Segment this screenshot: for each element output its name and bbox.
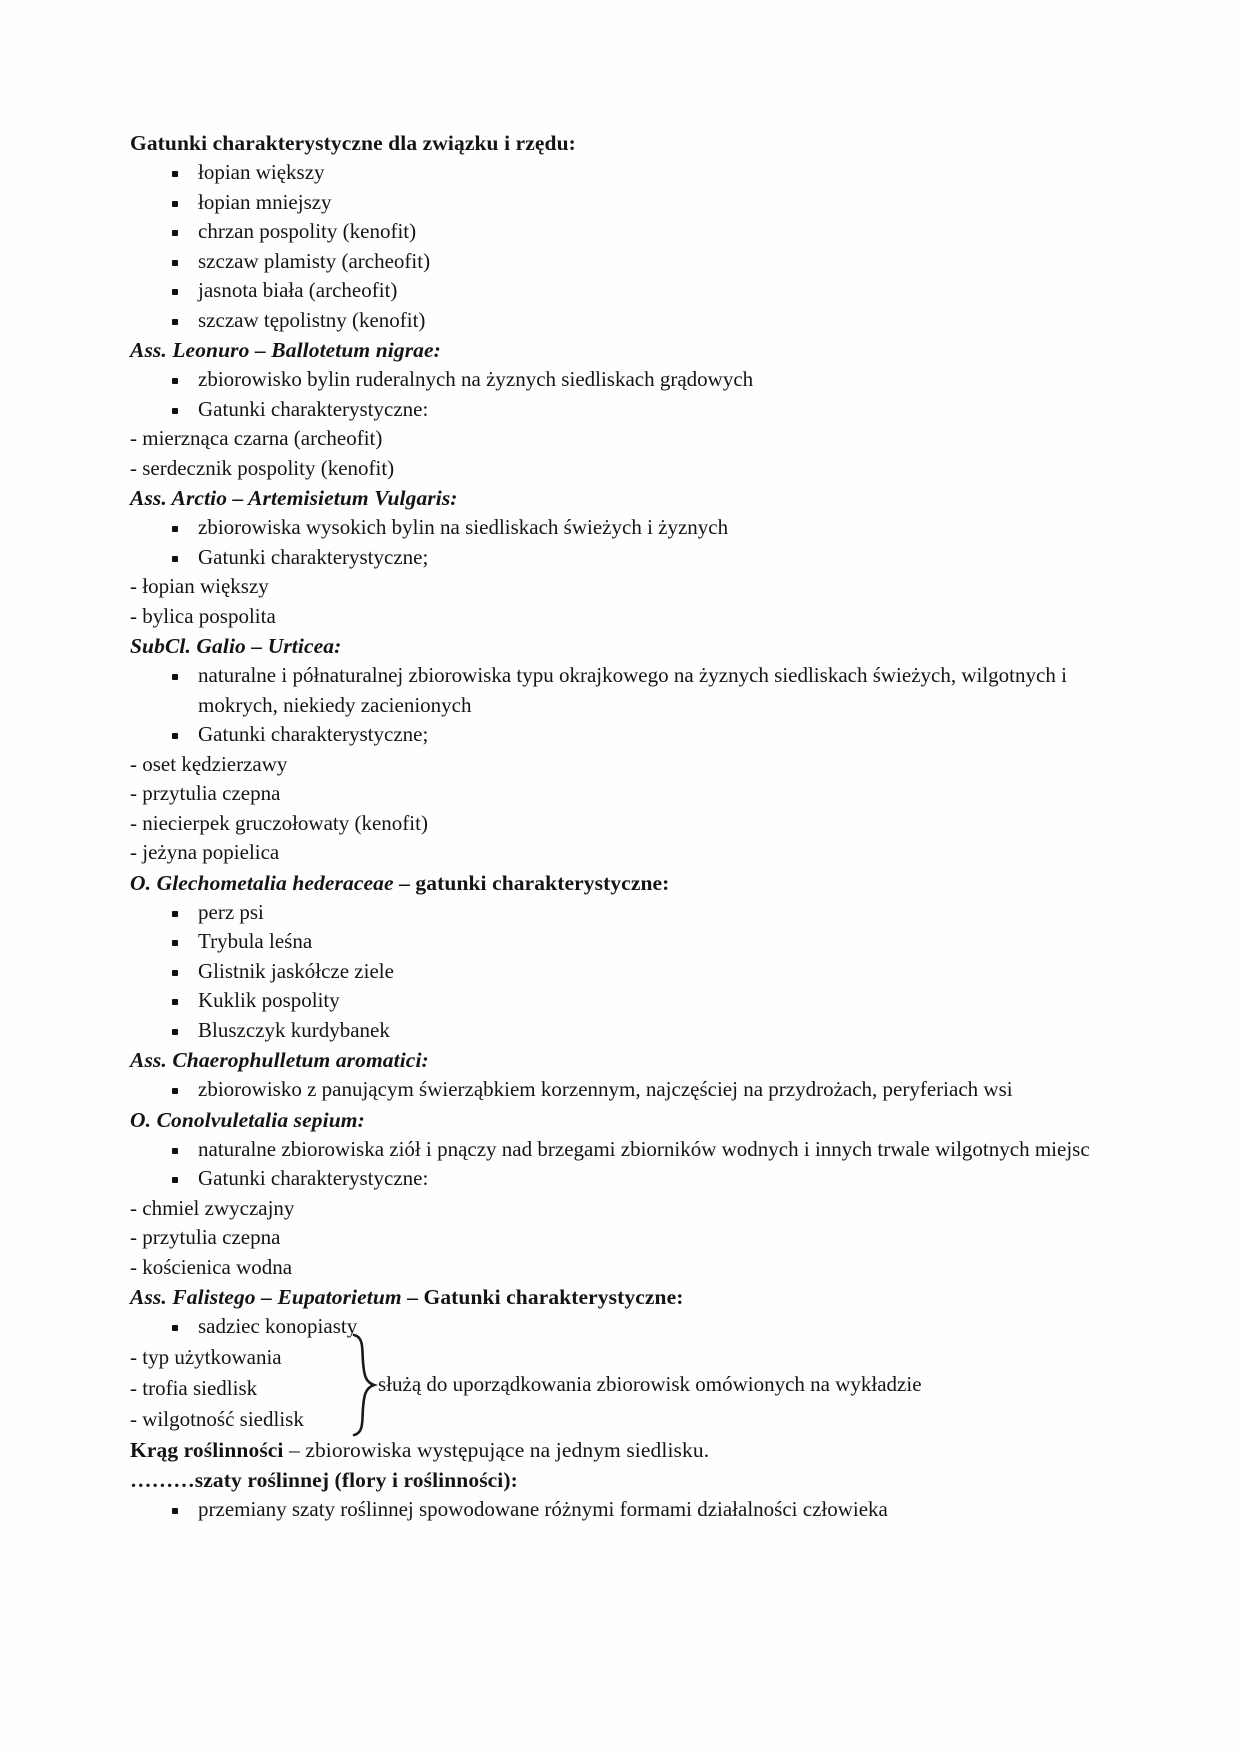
dash-item: - mierznąca czarna (archeofit) [130, 426, 383, 450]
list-item: sadziec konopiasty [130, 1312, 1110, 1342]
list-item: szczaw tępolistny (kenofit) [130, 306, 1110, 336]
brace-caption: służą do uporządkowania zbiorowisk omówionych na wykładzie [378, 1371, 922, 1396]
dash-item: - typ użytkowania [130, 1344, 282, 1369]
bullet-list [130, 1075, 1110, 1105]
section-arctio-artemisietum [130, 483, 1110, 631]
krag-roslinnosci-definition: – zbiorowiska występujące na jednym siedlisku. [283, 1437, 710, 1462]
szaty-roslinnej-heading: ………szaty roślinnej (flory i roślinności): [130, 1467, 518, 1492]
document-content [130, 128, 1110, 1524]
section-chaerophulletum [130, 1045, 1110, 1105]
list-item: Gatunki charakterystyczne: [130, 1164, 1110, 1194]
list-item: łopian większy [130, 158, 1110, 188]
list-item: naturalne i półnaturalnej zbiorowiska typu okrajkowego na żyznych siedliskach świeżych, wilgotnych i mokrych, niekiedy zacienionych [130, 661, 1110, 720]
list-item: naturalne zbiorowiska ziół i pnączy nad brzegami zbiorników wodnych i innych trwale wilgotnych miejsc [130, 1135, 1110, 1165]
bullet-list [130, 1495, 1110, 1525]
dash-item: - łopian większy [130, 574, 269, 598]
bullet-list [130, 661, 1110, 750]
dash-item: - chmiel zwyczajny [130, 1195, 295, 1220]
krag-roslinnosci-term: Krąg roślinności [130, 1437, 284, 1462]
bullet-list [130, 365, 1110, 424]
list-item: Gatunki charakterystyczne; [130, 720, 1110, 750]
bullet-list [130, 158, 1110, 335]
bullet-list [130, 513, 1110, 572]
list-item: Gatunki charakterystyczne: [130, 395, 1110, 425]
section-heading: Ass. Chaerophulletum aromatici: [130, 1048, 429, 1072]
bullet-list [130, 1135, 1110, 1194]
bullet-list [130, 898, 1110, 1046]
brace-group [130, 1342, 1110, 1435]
section-conolvuletalia [130, 1105, 1110, 1283]
section-heading: Ass. Arctio – Artemisietum Vulgaris: [130, 486, 458, 510]
dash-item: - niecierpek gruczołowaty (kenofit) [130, 810, 428, 835]
list-item: szczaw plamisty (archeofit) [130, 247, 1110, 277]
section-heading-italic: O. Glechometalia hederaceae [130, 870, 394, 895]
section-heading-italic: Ass. Falistego – Eupatorietum [130, 1285, 402, 1309]
dash-item: - oset kędzierzawy [130, 751, 288, 776]
list-item: zbiorowisko bylin ruderalnych na żyznych siedliskach grądowych [130, 365, 1110, 395]
krag-roslinnosci-line [130, 1435, 1110, 1465]
dash-item: - trofia siedlisk [130, 1375, 258, 1400]
dash-item: - bylica pospolita [130, 603, 276, 628]
list-item: Bluszczyk kurdybanek [130, 1016, 1110, 1046]
dash-item: - wilgotność siedlisk [130, 1406, 304, 1431]
list-item: łopian mniejszy [130, 188, 1110, 218]
list-item: perz psi [130, 898, 1110, 928]
dash-item: - serdecznik pospolity (kenofit) [130, 455, 395, 480]
list-item: Glistnik jaskółcze ziele [130, 957, 1110, 987]
section-heading: Ass. Leonuro – Ballotetum nigrae: [130, 338, 441, 362]
section-leonuro-ballotetum [130, 335, 1110, 483]
section-heading: Gatunki charakterystyczne dla związku i rzędu: [130, 131, 576, 155]
list-item: zbiorowiska wysokich bylin na siedliskach świeżych i żyznych [130, 513, 1110, 543]
section-zwiazek-rzad [130, 128, 1110, 335]
section-heading: SubCl. Galio – Urticea: [130, 634, 342, 658]
closing-block [130, 1435, 1110, 1525]
section-heading-roman: – gatunki charakterystyczne: [393, 870, 670, 895]
dash-item: - przytulia czepna [130, 1225, 281, 1249]
list-item: Trybula leśna [130, 927, 1110, 957]
section-falistego-eupatorietum [130, 1282, 1110, 1342]
bullet-list [130, 1312, 1110, 1342]
section-heading [130, 1282, 1110, 1312]
dash-item: - kościenica wodna [130, 1254, 293, 1279]
section-subcl-galio-urticea [130, 631, 1110, 868]
list-item: chrzan pospolity (kenofit) [130, 217, 1110, 247]
list-item: zbiorowisko z panującym świerząbkiem korzennym, najczęściej na przydrożach, peryferiach wsi [130, 1075, 1110, 1105]
dash-item: - jeżyna popielica [130, 840, 280, 864]
list-item: Gatunki charakterystyczne; [130, 543, 1110, 573]
list-item: jasnota biała (archeofit) [130, 276, 1110, 306]
section-heading: O. Conolvuletalia sepium: [130, 1107, 365, 1132]
list-item: Kuklik pospolity [130, 986, 1110, 1016]
section-heading [130, 868, 1110, 898]
section-heading-roman: – Gatunki charakterystyczne: [401, 1285, 684, 1309]
section-glechometalia [130, 868, 1110, 1046]
brace-item-list [130, 1342, 340, 1435]
dash-item: - przytulia czepna [130, 781, 281, 805]
list-item: przemiany szaty roślinnej spowodowane różnymi formami działalności człowieka [130, 1495, 1110, 1525]
